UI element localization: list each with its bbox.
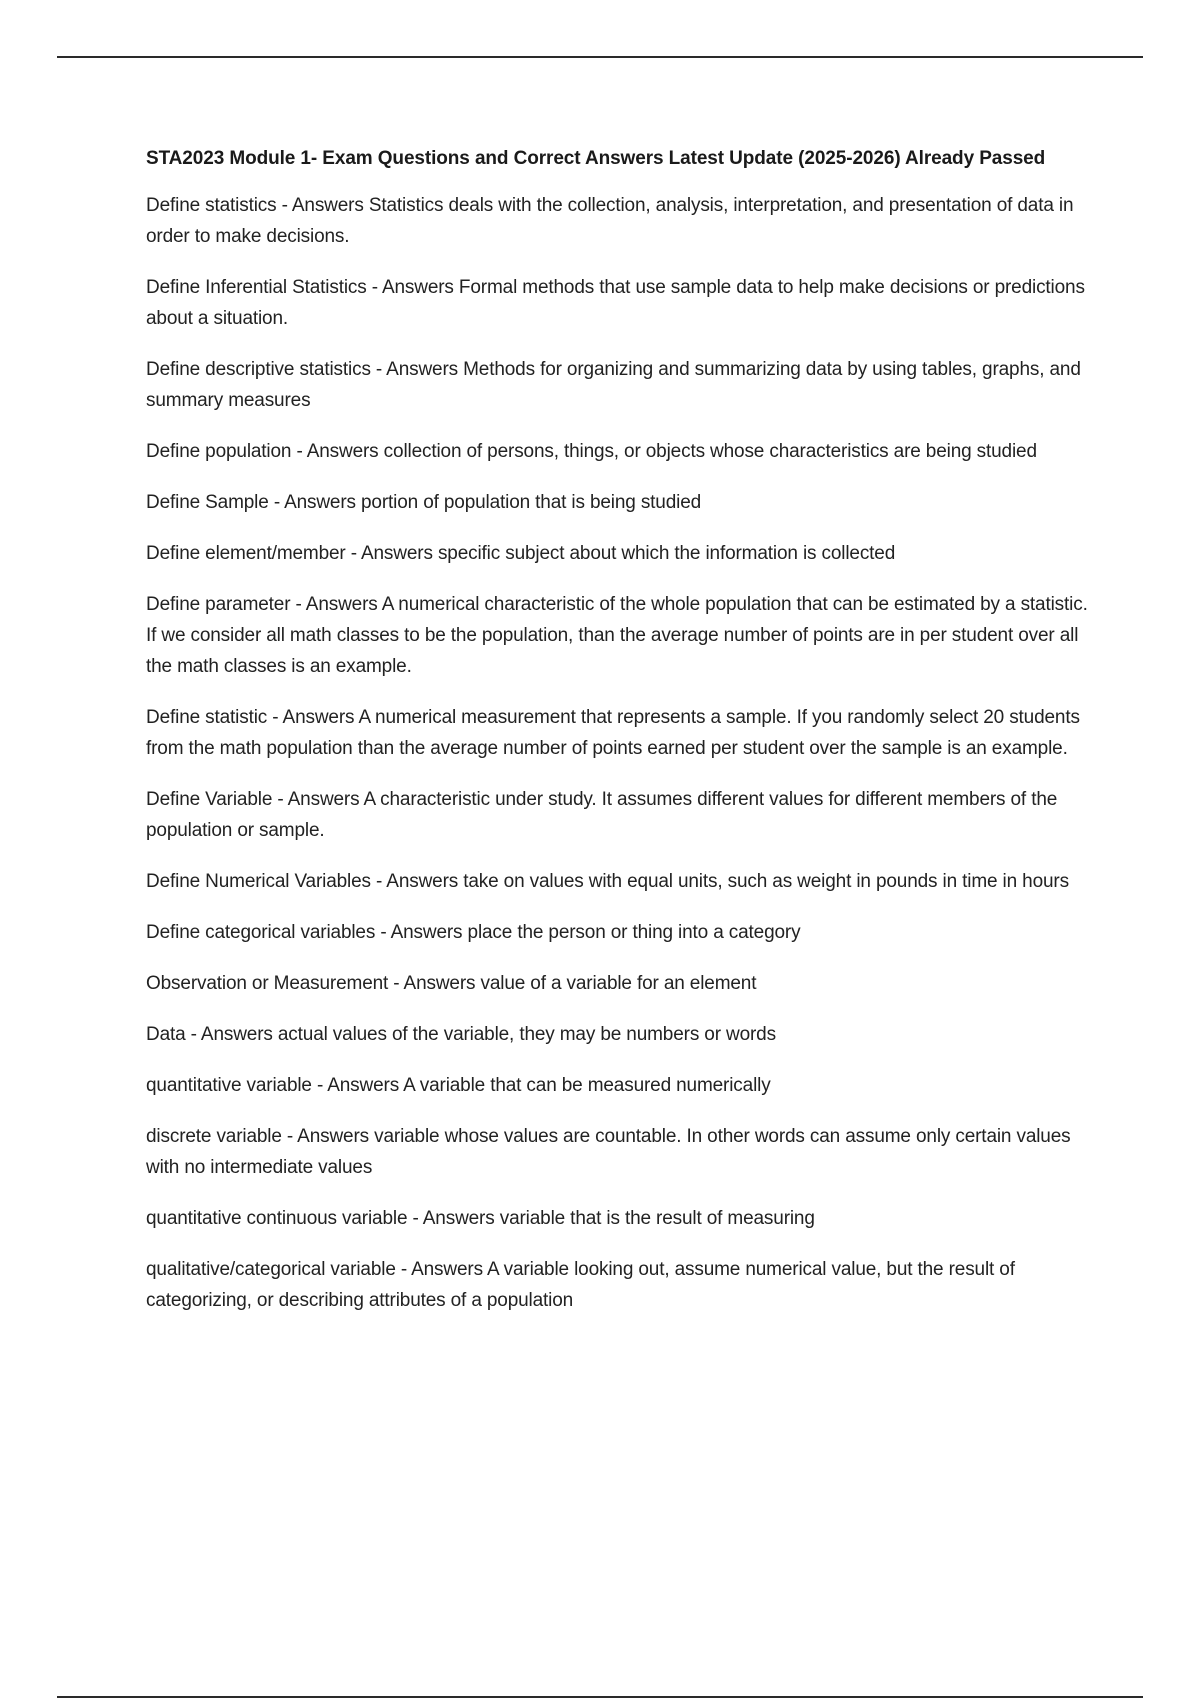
answer-text: Statistics deals with the collection, analysis, interpretation, and presentation of data in order to make decisions. (146, 195, 1074, 247)
question-text: discrete variable (146, 1126, 282, 1147)
question-text: Define categorical variables (146, 922, 376, 943)
list-item (146, 968, 1096, 999)
question-text: Define element/member (146, 543, 346, 564)
document-title: STA2023 Module 1- Exam Questions and Correct Answers Latest Update (2025-2026) Already Passed (146, 148, 1046, 169)
question-text: Define Inferential Statistics (146, 277, 367, 298)
answer-text: variable whose values are countable. In other words can assume only certain values with no intermediate values (146, 1126, 1071, 1178)
list-item (146, 1203, 1096, 1234)
list-item (146, 436, 1096, 467)
answer-text: A variable looking out, assume numerical value, but the result of categorizing, or describing attributes of a population (146, 1259, 1015, 1311)
list-item (146, 866, 1096, 897)
answer-separator: - Answers (185, 1024, 278, 1045)
qa-list (146, 190, 1096, 1316)
answer-text: Methods for organizing and summarizing data by using tables, graphs, and summary measures (146, 359, 1081, 411)
answer-text: value of a variable for an element (480, 973, 757, 994)
answer-text: take on values with equal units, such as weight in pounds in time in hours (463, 871, 1069, 892)
list-item (146, 487, 1096, 518)
answer-separator: - Answers (370, 871, 464, 892)
answer-separator: - Answers (375, 922, 468, 943)
answer-separator: - Answers (366, 277, 459, 298)
answer-text: place the person or thing into a category (467, 922, 801, 943)
question-text: Define Numerical Variables (146, 871, 371, 892)
question-text: Data (146, 1024, 186, 1045)
question-text: qualitative/categorical variable (146, 1259, 396, 1280)
question-text: Define descriptive statistics (146, 359, 371, 380)
answer-separator: - Answers (345, 543, 438, 564)
answer-text: A numerical measurement that represents a sample. If you randomly select 20 students from the math population than the average number of points earned per student over the sample is an example. (146, 707, 1080, 759)
answer-text: portion of population that is being studied (361, 492, 702, 513)
question-text: Observation or Measurement (146, 973, 389, 994)
top-rule (57, 56, 1143, 58)
answer-separator: - Answers (388, 973, 481, 994)
question-text: Define statistic (146, 707, 268, 728)
answer-separator: - Answers (281, 1126, 375, 1147)
answer-separator: - Answers (395, 1259, 488, 1280)
question-text: Define population (146, 441, 292, 462)
answer-text: A variable that can be measured numerically (403, 1075, 771, 1096)
question-text: Define Sample (146, 492, 269, 513)
answer-separator: - Answers (311, 1075, 404, 1096)
answer-text: Formal methods that use sample data to help make decisions or predictions about a situation. (146, 277, 1085, 329)
answer-separator: - Answers (272, 789, 364, 810)
list-item (146, 272, 1096, 334)
answer-separator: - Answers (267, 707, 359, 728)
document-body (146, 144, 1096, 1336)
question-text: Define parameter (146, 594, 291, 615)
list-item (146, 1019, 1096, 1050)
question-text: Define statistics (146, 195, 277, 216)
list-item (146, 538, 1096, 569)
answer-text: specific subject about which the information is collected (437, 543, 896, 564)
list-item (146, 1070, 1096, 1101)
answer-text: A numerical characteristic of the whole population that can be estimated by a statistic. If we consider all math classes to be the population, than the average number of points are in per student over all the math classes is an example. (146, 594, 1088, 677)
list-item (146, 589, 1096, 682)
answer-separator: - Answers (276, 195, 369, 216)
answer-text: actual values of the variable, they may be numbers or words (277, 1024, 776, 1045)
list-item (146, 917, 1096, 948)
answer-text: A characteristic under study. It assumes different values for different members of the population or sample. (146, 789, 1058, 841)
question-text: quantitative variable (146, 1075, 312, 1096)
list-item (146, 1121, 1096, 1183)
answer-separator: - Answers (291, 441, 384, 462)
list-item (146, 702, 1096, 764)
answer-separator: - Answers (290, 594, 382, 615)
answer-text: variable that is the result of measuring (499, 1208, 815, 1229)
list-item (146, 1254, 1096, 1316)
question-text: quantitative continuous variable (146, 1208, 408, 1229)
answer-text: collection of persons, things, or objects whose characteristics are being studied (383, 441, 1037, 462)
list-item (146, 190, 1096, 252)
list-item (146, 354, 1096, 416)
bottom-rule (57, 1696, 1143, 1698)
answer-separator: - Answers (370, 359, 464, 380)
question-text: Define Variable (146, 789, 273, 810)
answer-separator: - Answers (407, 1208, 500, 1229)
answer-separator: - Answers (268, 492, 362, 513)
list-item (146, 784, 1096, 846)
